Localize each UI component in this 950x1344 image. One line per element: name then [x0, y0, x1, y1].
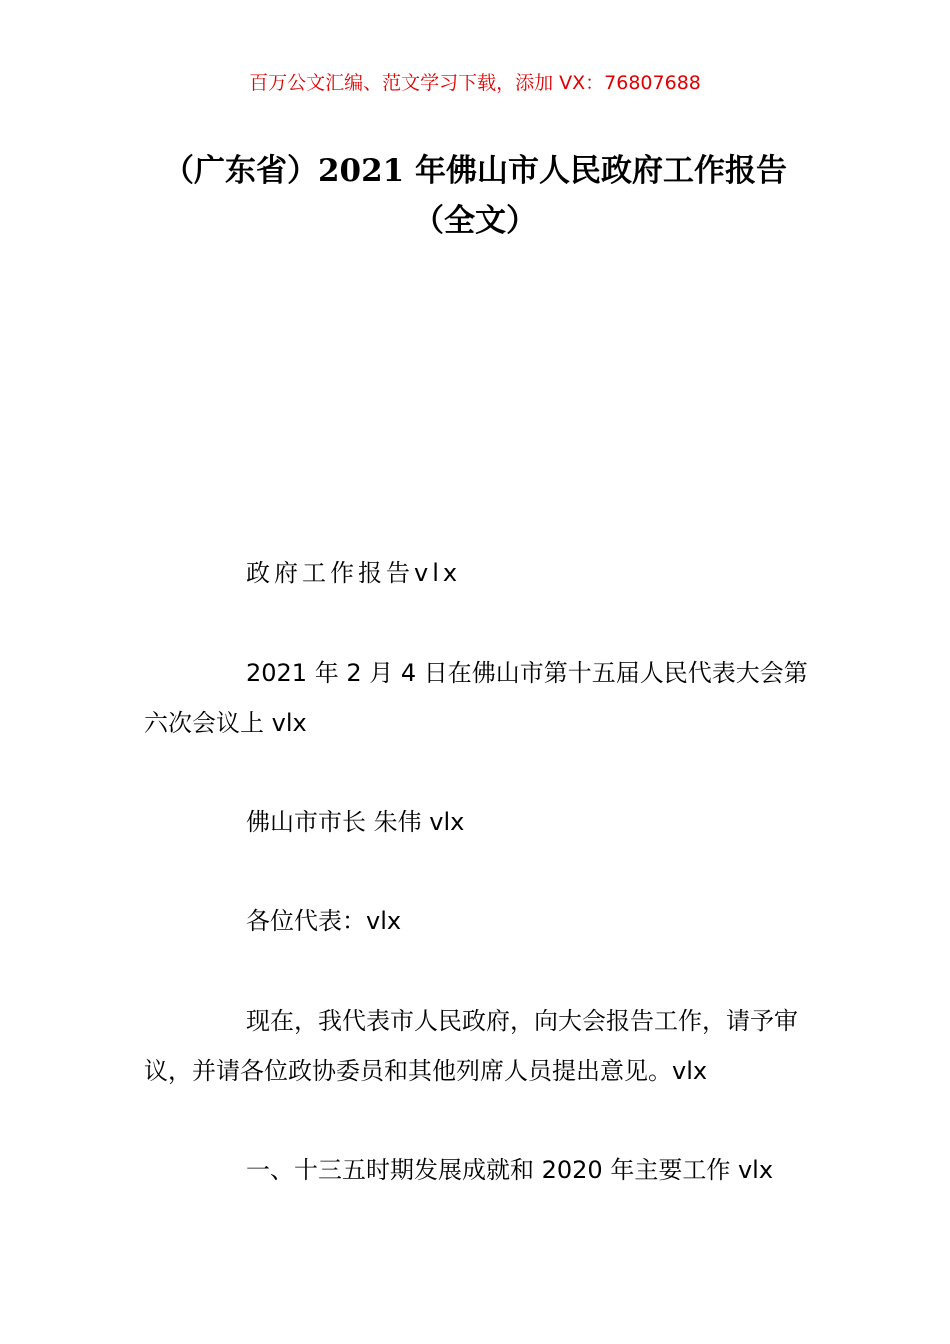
- paragraph-salutation: 各位代表：vlx: [246, 907, 402, 935]
- paragraph-meeting-info: 2021 年 2 月 4 日在佛山市第十五届人民代表大会第六次会议上 vlx: [144, 659, 808, 737]
- document-title: （广东省）2021 年佛山市人民政府工作报告（全文）: [162, 153, 788, 239]
- paragraph-report-name: 政府工作报告vlx: [246, 559, 462, 587]
- header-watermark-note: 百万公文汇编、范文学习下载，添加 VX：76807688: [249, 72, 701, 94]
- paragraph-opening: 现在，我代表市人民政府，向大会报告工作，请予审议，并请各位政协委员和其他列席人员提出意见。vlx: [144, 1007, 798, 1085]
- paragraph-section-heading: 一、十三五时期发展成就和 2020 年主要工作 vlx: [246, 1156, 774, 1184]
- paragraph-speaker: 佛山市市长 朱伟 vlx: [246, 808, 465, 836]
